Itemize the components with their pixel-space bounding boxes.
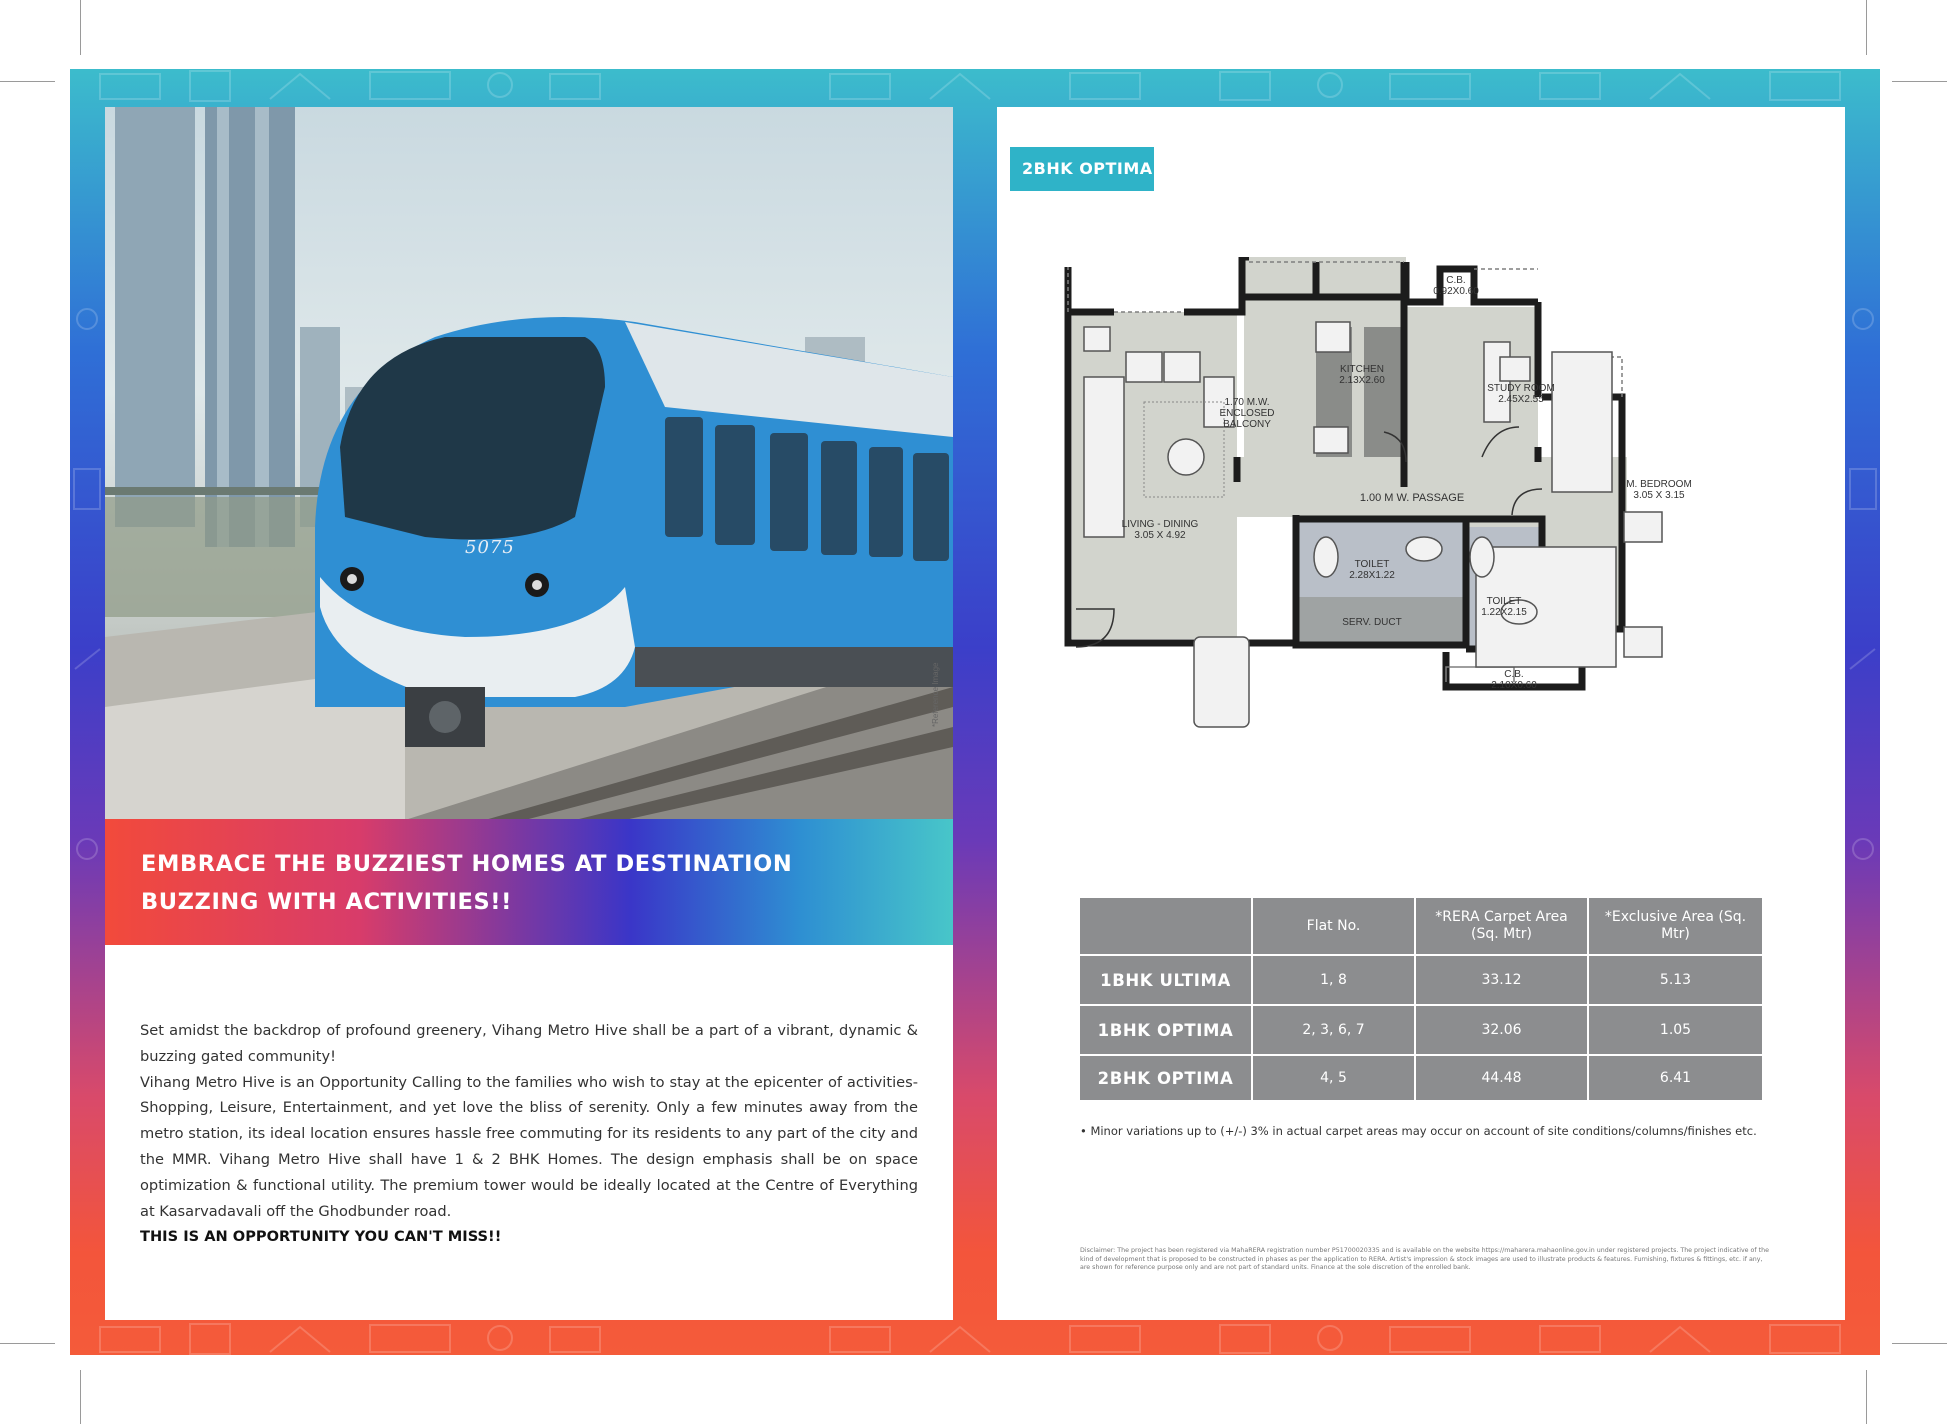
- crop-mark: [80, 1370, 81, 1424]
- cb-top-name: C.B.: [1446, 275, 1466, 286]
- duct-name: SERV. DUCT: [1342, 617, 1402, 628]
- toilet-1-name: TOILET: [1354, 559, 1390, 570]
- table-header-row: [1080, 898, 1762, 956]
- metro-train-illustration: [105, 107, 953, 820]
- cell-carpet-area: 44.48: [1416, 1056, 1589, 1102]
- living-name: LIVING - DINING: [1121, 519, 1199, 530]
- study-name: STUDY ROOM: [1487, 383, 1555, 394]
- cell-unit-type: 1BHK ULTIMA: [1080, 956, 1253, 1006]
- cell-flat-no: 2, 3, 6, 7: [1253, 1006, 1416, 1056]
- crop-mark: [1866, 0, 1867, 55]
- kitchen-size: 2.13X2.60: [1339, 375, 1385, 386]
- call-to-action: THIS IS AN OPPORTUNITY YOU CAN'T MISS!!: [140, 1228, 502, 1246]
- balcony-line-2: ENCLOSED: [1219, 408, 1275, 419]
- cb-top-size: 0.92X0.60: [1433, 286, 1479, 297]
- header-cell-flat-no: Flat No.: [1253, 898, 1416, 956]
- header-cell-exclusive-area: *Exclusive Area (Sq. Mtr): [1589, 898, 1762, 956]
- left-page: [105, 107, 953, 1320]
- headline-line-1: EMBRACE THE BUZZIEST HOMES AT DESTINATION: [141, 851, 793, 877]
- cell-carpet-area: 33.12: [1416, 956, 1589, 1006]
- headline-banner: [105, 819, 953, 945]
- toilet-2-name: TOILET: [1486, 596, 1522, 607]
- floor-plan: [1064, 257, 1784, 777]
- cell-unit-type: 2BHK OPTIMA: [1080, 1056, 1253, 1102]
- kitchen-name: KITCHEN: [1340, 364, 1384, 375]
- crop-mark: [1892, 1343, 1947, 1344]
- carpet-area-footnote: • Minor variations up to (+/-) 3% in actual carpet areas may occur on account of site conditions/columns/finishes etc.: [1080, 1124, 1757, 1138]
- crop-mark: [80, 0, 81, 55]
- balcony-line-3: BALCONY: [1223, 419, 1271, 430]
- crop-mark: [1892, 81, 1947, 82]
- cell-flat-no: 4, 5: [1253, 1056, 1416, 1102]
- train-number: 5075: [465, 537, 515, 558]
- cell-unit-type: 1BHK OPTIMA: [1080, 1006, 1253, 1056]
- intro-text: [140, 1018, 918, 1250]
- study-size: 2.45X2.55: [1498, 394, 1544, 405]
- table-row: [1080, 1056, 1762, 1102]
- cell-exclusive-area: 6.41: [1589, 1056, 1762, 1102]
- cell-exclusive-area: 5.13: [1589, 956, 1762, 1006]
- bedroom-size: 3.05 X 3.15: [1633, 490, 1685, 501]
- cb-bottom-name: C.B.: [1504, 669, 1524, 680]
- metro-train-photo: [105, 107, 953, 820]
- right-page: [997, 107, 1845, 1320]
- unit-type-tag: 2BHK OPTIMA: [1010, 147, 1154, 191]
- toilet-1-size: 2.28X1.22: [1349, 570, 1395, 581]
- legal-disclaimer: Disclaimer: The project has been registered via MahaRERA registration number P51700020335 and is available on the website https://maharera.mahaonline.gov.in under registered projects. The project indicative of the kind of development that is proposed to be constructed in phases as per the application to RERA. Artist's impression & stock images are used to illustrate products & features. Furnishing, fixtures & fittings, etc. if any, are shown for reference purpose only and are not part of standard units. Finance at the sole discretion of the enrolled bank.: [1080, 1247, 1769, 1271]
- cb-bottom-size: 2.10X0.60: [1491, 680, 1537, 691]
- bedroom-name: M. BEDROOM: [1626, 479, 1692, 490]
- header-cell-carpet-area: *RERA Carpet Area (Sq. Mtr): [1416, 898, 1589, 956]
- table-row: [1080, 1006, 1762, 1056]
- passage-name: 1.00 M W. PASSAGE: [1359, 492, 1465, 504]
- header-cell-type: [1080, 898, 1253, 956]
- headline-line-2: BUZZING WITH ACTIVITIES!!: [141, 889, 513, 915]
- intro-paragraph-1: Set amidst the backdrop of profound greenery, Vihang Metro Hive shall be a part of a vibrant, dynamic & buzzing gated community!: [140, 1022, 918, 1065]
- cell-carpet-area: 32.06: [1416, 1006, 1589, 1056]
- reference-image-note: *Reference Image: [931, 662, 940, 727]
- crop-mark: [0, 81, 55, 82]
- floor-plan-drawing: [1064, 257, 1784, 777]
- crop-mark: [0, 1343, 55, 1344]
- cell-flat-no: 1, 8: [1253, 956, 1416, 1006]
- intro-paragraph-2: Vihang Metro Hive is an Opportunity Calling to the families who wish to stay at the epicenter of activities-Shopping, Leisure, Entertainment, and yet love the bliss of serenity. Only a few minutes away from the metro station, its ideal location ensures hassle free commuting for its residents to any part of the city and the MMR. Vihang Metro Hive shall have 1 & 2 BHK Homes. The design emphasis shall be on space optimization & functional utility. The premium tower would be ideally located at the Centre of Everything at Kasarvadavali off the Ghodbunder road.: [140, 1073, 918, 1220]
- living-size: 3.05 X 4.92: [1134, 530, 1186, 541]
- crop-mark: [1866, 1370, 1867, 1424]
- cell-exclusive-area: 1.05: [1589, 1006, 1762, 1056]
- toilet-2-size: 1.22X2.15: [1481, 607, 1527, 618]
- balcony-line-1: 1.70 M.W.: [1224, 397, 1270, 408]
- table-row: [1080, 956, 1762, 1006]
- area-table: [1080, 898, 1762, 1102]
